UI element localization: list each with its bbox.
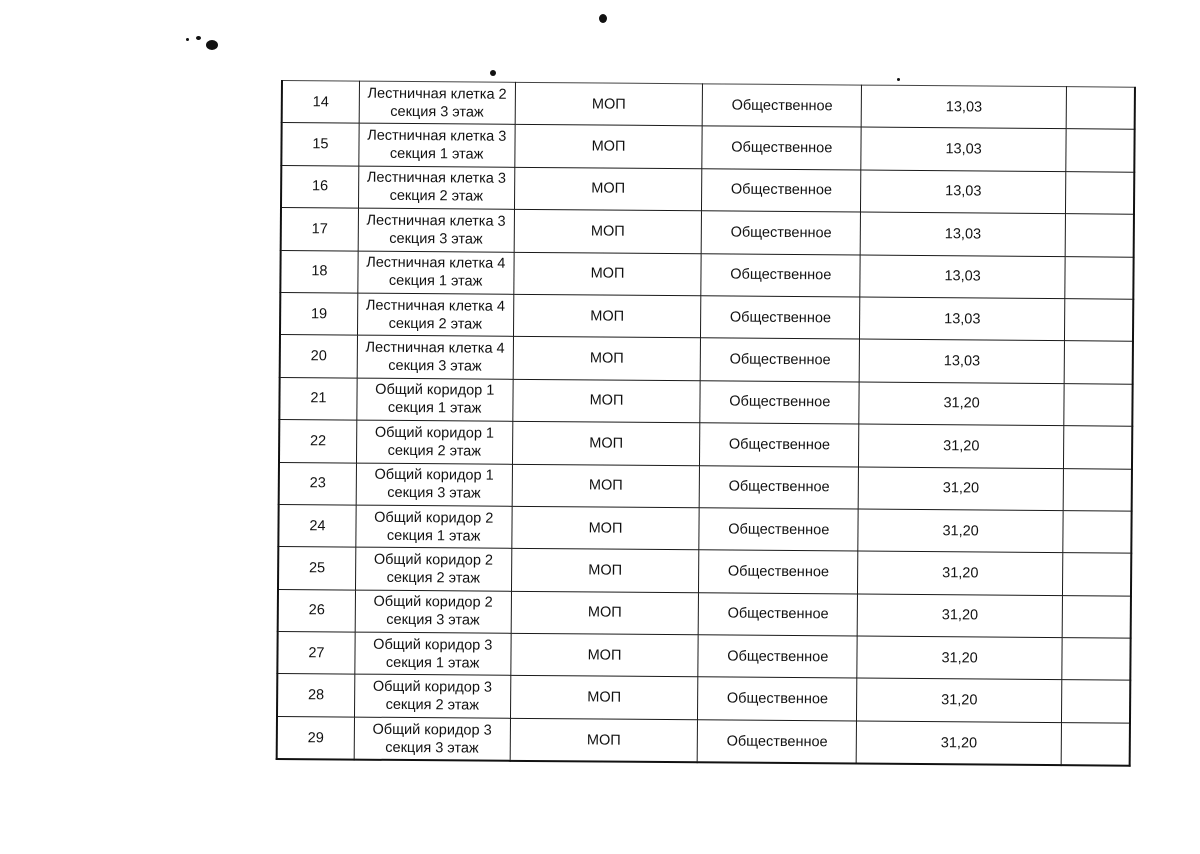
room-use-cell: Общественное [700,423,859,467]
room-name-cell [359,124,515,168]
room-name-cell [354,717,510,761]
row-number-cell: 16 [281,165,359,208]
room-use-cell: Общественное [702,169,861,213]
room-name-line2: секция 1 этаж [387,400,482,418]
room-type-cell: МОП [514,210,702,254]
rooms-table-container [276,80,1136,767]
room-name-line1: Лестничная клетка 3 [367,127,507,145]
toner-speck [490,70,496,76]
row-number-cell: 21 [279,377,357,420]
room-area-cell: 31,20 [858,467,1063,511]
room-use-cell: Общественное [700,381,859,425]
room-name-line2: секция 3 этаж [390,103,484,121]
room-name-line2: секция 2 этаж [389,188,484,206]
empty-cell [1065,256,1134,299]
empty-cell [1066,171,1135,214]
room-type-cell: МОП [513,337,701,381]
room-area-cell: 13,03 [860,255,1065,299]
room-area-cell: 13,03 [859,339,1064,383]
room-area-cell: 13,03 [861,127,1066,171]
empty-cell [1066,129,1135,172]
room-use-cell: Общественное [699,508,858,552]
room-type-cell: МОП [513,252,701,296]
room-name-cell [357,378,513,422]
row-number-cell: 28 [277,674,355,717]
room-name-line2: секция 1 этаж [388,273,483,290]
room-name-line2: секция 3 этаж [389,230,483,248]
empty-cell [1064,426,1133,469]
room-name-line2: секция 3 этаж [386,612,480,629]
room-type-cell: МОП [514,125,702,169]
room-name-line1: Общий коридор 3 [373,636,493,654]
row-number-cell: 18 [280,250,358,293]
room-type-cell: МОП [513,294,701,338]
room-use-cell: Общественное [699,592,858,636]
room-type-cell: МОП [511,591,699,635]
empty-cell [1063,553,1132,596]
row-number-cell: 19 [280,292,358,335]
toner-speck [186,38,189,41]
table-row [280,335,1133,384]
room-use-cell: Общественное [701,253,860,297]
room-use-cell: Общественное [702,211,861,255]
room-name-line2: секция 2 этаж [385,696,480,714]
empty-cell [1064,341,1133,384]
row-number-cell: 22 [279,420,357,463]
room-area-cell: 31,20 [859,382,1064,426]
empty-cell [1064,383,1133,426]
room-name-line1: Общий коридор 2 [373,594,493,612]
row-number-cell: 17 [281,208,359,251]
room-use-cell: Общественное [703,84,862,128]
room-name-line1: Общий коридор 2 [374,509,494,527]
table-row [282,81,1135,130]
room-type-cell: МОП [510,676,698,720]
room-name-line1: Общий коридор 3 [372,678,493,696]
room-name-cell [356,463,512,507]
room-name-line2: секция 1 этаж [385,654,480,672]
table-row [279,462,1132,511]
empty-cell [1061,723,1130,766]
empty-cell [1062,680,1131,723]
room-name-cell [355,632,511,676]
table-row [279,377,1132,426]
room-use-cell: Общественное [701,296,860,340]
room-area-cell: 31,20 [857,636,1062,680]
row-number-cell: 24 [278,504,356,547]
room-area-cell: 31,20 [858,551,1063,595]
empty-cell [1062,638,1131,681]
room-name-line1: Лестничная клетка 4 [365,339,505,357]
room-name-line2: секция 3 этаж [385,739,479,757]
room-name-line2: секция 1 этаж [389,145,484,163]
room-name-line1: Общий коридор 1 [374,424,495,442]
room-type-cell: МОП [511,506,699,550]
table-row [278,504,1131,553]
table-row [281,123,1134,172]
table-row [277,632,1130,681]
room-area-cell: 31,20 [856,721,1061,765]
table-row [280,292,1133,341]
row-number-cell: 20 [280,335,358,378]
room-name-line1: Общий коридор 2 [373,551,494,569]
room-type-cell: МОП [510,633,698,677]
room-name-cell [354,675,510,719]
room-area-cell: 31,20 [857,679,1062,723]
room-use-cell: Общественное [701,338,860,382]
room-name-cell [358,251,514,295]
room-use-cell: Общественное [700,465,859,509]
room-use-cell: Общественное [698,720,857,764]
table-row [281,165,1134,214]
room-name-line2: секция 2 этаж [388,315,483,333]
room-name-line2: секция 2 этаж [386,569,481,587]
room-name-line1: Лестничная клетка 4 [365,297,506,315]
room-name-line1: Лестничная клетка 3 [366,212,506,230]
table-row [281,208,1134,257]
room-type-cell: МОП [515,82,703,126]
room-use-cell: Общественное [699,550,858,594]
room-name-cell [359,81,515,125]
empty-cell [1065,214,1134,257]
table-row [279,420,1132,469]
room-area-cell: 31,20 [858,509,1063,553]
room-type-cell: МОП [512,464,700,508]
room-type-cell: МОП [512,379,700,423]
room-area-cell: 13,03 [860,297,1065,341]
room-area-cell: 13,03 [860,212,1065,256]
room-area-cell: 31,20 [857,594,1062,638]
empty-cell [1065,299,1134,342]
toner-speck [206,40,218,50]
table-row [277,716,1130,766]
empty-cell [1063,468,1132,511]
room-name-cell [356,505,512,549]
empty-cell [1063,511,1132,554]
row-number-cell: 25 [278,547,356,590]
room-name-line1: Общий коридор 1 [375,382,495,400]
row-number-cell: 14 [282,81,360,124]
room-name-line1: Лестничная клетка 3 [366,170,507,188]
row-number-cell: 29 [277,716,355,759]
room-name-line1: Общий коридор 3 [372,721,492,739]
toner-speck [196,36,201,40]
rooms-table-body [277,81,1135,766]
room-name-cell [355,590,511,634]
empty-cell [1062,595,1131,638]
table-row [278,547,1131,596]
room-name-line2: секция 3 этаж [387,485,481,502]
room-name-line1: Общий коридор 1 [374,466,494,484]
rooms-table [276,80,1136,767]
table-row [278,589,1131,638]
row-number-cell: 15 [281,123,359,166]
table-row [277,674,1130,723]
toner-speck [897,78,900,81]
room-name-cell [355,547,511,591]
room-type-cell: МОП [511,549,699,593]
room-name-cell [356,420,512,464]
room-name-line2: секция 2 этаж [387,442,482,460]
row-number-cell: 27 [277,632,355,675]
room-use-cell: Общественное [698,677,857,721]
empty-cell [1066,87,1135,130]
room-name-line2: секция 1 этаж [386,527,481,545]
room-name-cell [358,166,514,210]
room-type-cell: МОП [514,167,702,211]
room-name-cell [357,293,513,337]
room-area-cell: 31,20 [859,424,1064,468]
room-name-line1: Лестничная клетка 4 [366,254,506,273]
row-number-cell: 23 [279,462,357,505]
room-name-cell [358,208,514,252]
toner-speck [599,14,607,23]
room-use-cell: Общественное [698,635,857,679]
table-row [280,250,1133,299]
room-area-cell: 13,03 [861,85,1066,129]
room-use-cell: Общественное [702,126,861,170]
room-area-cell: 13,03 [861,170,1066,214]
row-number-cell: 26 [278,589,356,632]
room-name-line1: Лестничная клетка 2 [367,85,507,103]
room-name-cell [357,335,513,379]
room-type-cell: МОП [512,421,700,465]
room-name-line2: секция 3 этаж [388,357,482,375]
room-type-cell: МОП [510,718,698,762]
